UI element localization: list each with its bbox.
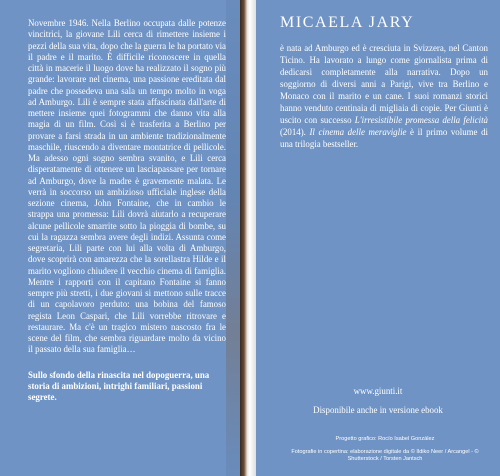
author-bio — [280, 42, 488, 150]
bio-text: (2014). — [280, 127, 310, 137]
book-title-2: Il cinema delle meraviglie — [309, 127, 407, 137]
front-flap — [0, 0, 240, 476]
publisher-website[interactable]: www.giunti.it — [353, 386, 403, 396]
cover-edge — [226, 0, 240, 476]
ebook-availability: Disponibile anche in versione ebook — [313, 405, 443, 415]
synopsis-text: Novembre 1946. Nella Berlino occupata dalle potenze vincitrici, la giovane Lili cerca di rimettere insieme i pezzi della sua vita, dopo che la guerra le ha portato via il padre e il marito. È difficile riconoscere in quella città in macerie il luogo dove ha realizzato il sogno più grande: lavorare nel cinema, una passione ereditata dal padre che possedeva una sala un tempo molto in voga ad Amburgo. Lili è sempre stata affascinata dall'arte di mettere insieme quei fotogrammi che danno vita alla magia di un film. Così si è trasferita a Berlino per provare a farsi strada in un ambiente tradizionalmente maschile, riuscendo a diventare montatrice di pellicole. Ma adesso ogni sogno sembra svanito, e Lili cerca disperatamente di ottenere un lasciapassare per tornare ad Amburgo, dove la madre è gravemente malata. Le verrà in soccorso un ambizioso ufficiale inglese della sezione cinema, John Fontaine, che in cambio le strappa una promessa: Lili dovrà aiutarlo a recuperare alcune pellicole smarrite sotto la pioggia di bombe, su cui la ragazza sembra avere degli indizi. Assunta come segretaria, Lili parte con lui alla volta di Amburgo, dove scoprirà con amarezza che la sorellastra Hilde e il marito vogliono chiudere il vecchio cinema di famiglia. Mentre i rapporti con il capitano Fontaine si fanno sempre più stretti, i due giovani si mettono sulle tracce di un capolavoro perduto: una bobina del famoso regista Leon Caspari, che Lili vorrebbe ritrovare e restaurare. Ma c'è un tragico mistero nascosto fra le scene del film, che sembra riguardare molto da vicino il passato della sua famiglia… — [28, 18, 226, 355]
bio-text: è il primo volume di una trilogia bestseller. — [280, 127, 488, 149]
tagline-text: Sullo sfondo della rinascita nel dopoguerra, una storia di ambizioni, intrighi familiari, passioni segrete. — [28, 369, 210, 402]
book-spine-gutter — [240, 0, 256, 476]
back-flap — [256, 0, 500, 476]
book-title-1: L'irresistibile promessa della felicità — [354, 115, 488, 125]
photo-credit: Fotografie in copertina: elaborazione digitale da © Ildiko Neer / Arcangel - © Shutterstock / Torsten Jantsch — [291, 449, 479, 462]
author-name: MICAELA JARY — [280, 14, 415, 31]
design-credit: Progetto grafico: Rocío Isabel González — [335, 436, 435, 442]
bio-text: è nata ad Amburgo ed è cresciuta in Svizzera, nel Canton Ticino. Ha lavorato a lungo come giornalista prima di dedicarsi completamente alla narrativa. Dopo un soggiorno di diversi anni a Parigi, vive tra Berlino e Monaco con il marito e un cane. I suoi romanzi storici hanno venduto centinaia di migliaia di copie. Per Giunti è uscito con successo — [280, 43, 488, 125]
